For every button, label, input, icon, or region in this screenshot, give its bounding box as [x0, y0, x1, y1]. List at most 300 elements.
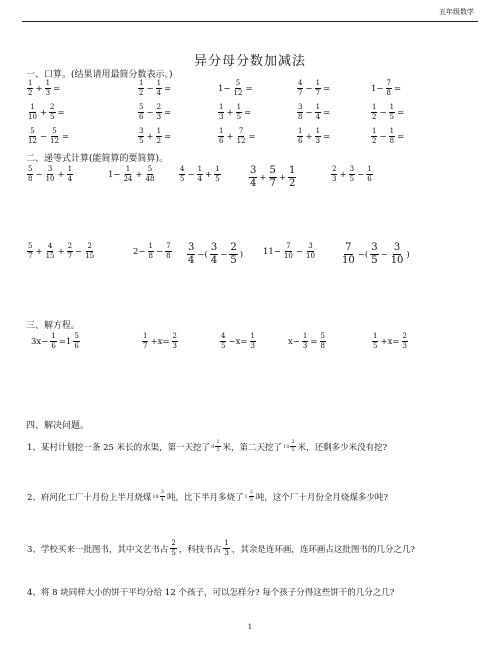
numerator: 3	[210, 242, 218, 253]
numerator: 1	[315, 79, 321, 87]
numerator: 7	[286, 242, 291, 250]
denominator: 6	[51, 342, 56, 350]
fraction	[27, 128, 38, 145]
operator: 3x−	[31, 336, 49, 347]
numerator: 3	[298, 103, 303, 111]
mixed-number	[211, 440, 221, 453]
denominator: 12	[236, 137, 246, 145]
fraction	[218, 104, 224, 121]
operator: 2−	[133, 246, 146, 257]
denominator: 5	[291, 447, 295, 453]
fraction	[236, 128, 247, 145]
denominator: 8	[389, 137, 395, 145]
operator: −	[156, 246, 164, 257]
fraction	[372, 333, 378, 350]
operator: −	[305, 83, 313, 94]
oral-exercise	[137, 104, 172, 121]
step-calculation	[132, 243, 173, 260]
denominator: 8	[166, 252, 171, 260]
operator: =	[164, 83, 172, 94]
denominator: 7	[67, 252, 73, 260]
numerator: 4	[180, 165, 185, 173]
fraction	[27, 80, 33, 97]
numerator: 3	[188, 242, 195, 253]
denominator: 8	[28, 175, 33, 183]
operator: +	[35, 246, 43, 257]
section2-heading: 二、递等式计算(能简算的要简算)。	[26, 154, 169, 164]
denominator: 5	[230, 255, 237, 266]
operator: 1−	[218, 83, 231, 94]
denominator: 5	[349, 175, 355, 183]
denominator: 5	[371, 255, 378, 266]
numerator: 3	[160, 489, 164, 495]
operator: −	[146, 107, 154, 118]
denominator: 4	[67, 175, 73, 183]
operator: −	[379, 131, 387, 142]
fraction	[67, 166, 73, 183]
denominator: 3	[332, 175, 337, 183]
fraction	[187, 243, 195, 266]
numerator: 1	[148, 242, 153, 250]
denominator: 5	[236, 113, 242, 121]
operator: =	[397, 131, 405, 142]
operator: 1−	[108, 169, 121, 180]
denominator: 8	[148, 252, 153, 260]
fraction	[27, 104, 38, 121]
word-problem	[26, 440, 388, 453]
numerator: 1	[216, 439, 220, 445]
fraction	[331, 166, 337, 183]
step-calculation	[26, 243, 96, 260]
denominator: 10	[283, 252, 293, 260]
fraction	[389, 128, 395, 145]
oral-exercise	[370, 104, 405, 121]
fraction	[67, 243, 73, 260]
operator: 1、某村计划挖一条 25 米长的水渠，第一天挖了	[27, 442, 211, 453]
fraction	[138, 104, 144, 121]
oral-exercise	[26, 104, 66, 121]
denominator: 3	[402, 342, 407, 350]
numerator: 1	[367, 165, 372, 173]
fraction	[315, 80, 321, 97]
step-calculation	[26, 166, 74, 183]
section3-heading: 三、解方程。	[26, 321, 81, 331]
operator: )	[406, 249, 410, 260]
operator: +	[226, 131, 234, 142]
fraction	[220, 333, 226, 350]
whole-part: 10	[283, 443, 290, 450]
numerator: 1	[30, 103, 35, 111]
mixed-number	[245, 490, 255, 503]
numerator: 5	[320, 332, 325, 340]
operator: =	[245, 83, 253, 94]
fraction	[297, 104, 303, 121]
oral-exercise	[296, 104, 331, 121]
numerator: 5	[269, 165, 276, 176]
numerator: 3	[47, 165, 53, 173]
operator: =	[164, 107, 172, 118]
operator: +	[35, 83, 43, 94]
denominator: 4	[210, 255, 218, 266]
numerator: 1	[224, 539, 229, 547]
denominator: 3	[172, 342, 177, 350]
operator: −	[146, 83, 154, 94]
section4-heading: 四、解决问题。	[26, 421, 90, 431]
operator: 3、学校买来一批图书，其中文艺书占	[27, 544, 169, 555]
operator: =1	[58, 336, 72, 347]
operator: −	[39, 131, 48, 142]
operator: 4、将 8 块同样大小的饼干平均分给 12 个孩子，可以怎样分? 每个孩子分得这些饼干的几分之几?	[27, 588, 395, 598]
denominator: 24	[123, 175, 133, 183]
denominator: 10	[306, 252, 315, 260]
fraction	[49, 104, 55, 121]
fraction	[305, 243, 316, 260]
denominator: 4	[188, 255, 195, 266]
numerator: 2	[332, 165, 337, 173]
fraction	[302, 333, 308, 350]
fraction	[156, 104, 162, 121]
fraction	[371, 104, 377, 121]
operator: =	[323, 107, 331, 118]
denominator: 4	[250, 178, 257, 189]
fraction	[156, 128, 162, 145]
numerator: 2	[67, 242, 73, 250]
fraction	[170, 540, 176, 557]
numerator: 3	[291, 439, 295, 445]
fraction	[290, 440, 295, 453]
numerator: 5	[147, 165, 153, 173]
fraction	[148, 243, 154, 260]
oral-exercise	[370, 128, 405, 145]
numerator: 5	[74, 332, 79, 340]
fraction	[45, 243, 56, 260]
fraction	[49, 128, 60, 145]
step-calculation	[178, 166, 222, 183]
numerator: 1	[315, 103, 321, 111]
denominator: 7	[143, 342, 148, 350]
operator: +	[226, 107, 234, 118]
operator: +	[339, 169, 347, 180]
denominator: 7	[315, 89, 321, 97]
denominator: 8	[320, 342, 325, 350]
operator: +x=	[150, 336, 170, 347]
numerator: 5	[28, 242, 33, 250]
operator: −	[187, 169, 195, 180]
equation	[287, 333, 327, 350]
numerator: 2	[50, 103, 55, 111]
numerator: 1	[315, 127, 321, 135]
numerator: 2	[230, 242, 237, 253]
fraction	[371, 128, 377, 145]
operator: −	[380, 249, 388, 260]
step-calculation	[262, 243, 317, 260]
numerator: 3	[250, 165, 257, 176]
operator: +	[146, 131, 154, 142]
denominator: 8	[298, 113, 303, 121]
operator: 米，第二天挖了	[222, 442, 283, 453]
oral-exercise	[137, 128, 172, 145]
fraction	[390, 243, 405, 266]
step-calculation	[330, 166, 374, 183]
fraction	[142, 333, 148, 350]
header-rule	[22, 21, 478, 22]
operator: =	[57, 107, 65, 118]
denominator: 15	[45, 252, 55, 260]
denominator: 12	[50, 137, 59, 145]
fraction	[218, 128, 224, 145]
numerator: 4	[47, 242, 53, 250]
numerator: 1	[219, 127, 224, 135]
operator: =	[164, 131, 172, 142]
numerator: 4	[221, 332, 226, 340]
equation	[371, 333, 409, 350]
fraction	[315, 128, 321, 145]
denominator: 48	[145, 175, 155, 183]
operator: +x=	[380, 336, 400, 347]
denominator: 4	[315, 113, 321, 121]
fraction	[138, 80, 144, 97]
fraction	[402, 333, 408, 350]
operator: −x=	[228, 336, 248, 347]
fraction	[27, 243, 33, 260]
denominator: 15	[85, 252, 95, 260]
fraction	[45, 80, 51, 97]
denominator: 3	[45, 89, 51, 97]
operator: +	[259, 172, 267, 183]
operator: 米，还剩多少米没有挖?	[297, 442, 388, 453]
numerator: 1	[250, 332, 255, 340]
denominator: 5	[221, 342, 226, 350]
fraction	[288, 166, 296, 189]
numerator: 1	[302, 332, 308, 340]
fraction	[214, 166, 220, 183]
denominator: 7	[28, 252, 33, 260]
operator: −	[220, 249, 228, 260]
section1-heading: 一、口算。(结果请用最简分数表示。)	[26, 70, 173, 80]
operator: 1−	[371, 83, 384, 94]
denominator: 3	[156, 113, 162, 121]
step-calculation	[186, 243, 244, 266]
fraction	[297, 128, 303, 145]
fraction	[236, 104, 242, 121]
denominator: 10	[342, 255, 355, 266]
denominator: 5	[249, 497, 253, 503]
operator: =	[61, 131, 70, 142]
denominator: 6	[219, 137, 224, 145]
operator: −	[75, 246, 83, 257]
fraction	[197, 166, 203, 183]
operator: =	[310, 336, 318, 347]
operator: +	[39, 107, 48, 118]
denominator: 5	[50, 113, 55, 121]
numerator: 5	[52, 127, 57, 135]
fraction	[297, 80, 303, 97]
operator: x−	[288, 336, 300, 347]
fraction	[249, 166, 257, 189]
denominator: 3	[315, 137, 321, 145]
denominator: 10	[28, 113, 37, 121]
denominator: 10	[390, 255, 404, 266]
fraction	[165, 243, 171, 260]
operator: −	[305, 107, 313, 118]
word-problem	[26, 490, 389, 503]
numerator: 7	[166, 242, 171, 250]
numerator: 1	[125, 165, 131, 173]
denominator: 6	[367, 175, 372, 183]
operator: −	[295, 246, 303, 257]
fraction	[123, 166, 134, 183]
whole-part: 8	[211, 443, 215, 450]
word-problem	[26, 540, 416, 557]
denominator: 8	[386, 89, 391, 97]
denominator: 3	[250, 342, 255, 350]
numerator: 1	[51, 332, 56, 340]
denominator: 7	[269, 178, 276, 189]
denominator: 5	[180, 175, 185, 183]
operator: −(	[197, 249, 208, 260]
numerator: 7	[386, 79, 391, 87]
numerator: 2	[171, 539, 176, 547]
numerator: 1	[373, 332, 378, 340]
operator: =	[323, 83, 331, 94]
oral-exercise	[137, 80, 172, 97]
fraction	[210, 243, 218, 266]
numerator: 5	[30, 127, 35, 135]
fraction	[50, 333, 56, 350]
operator: −	[379, 107, 387, 118]
denominator: 3	[302, 342, 308, 350]
fraction	[233, 80, 244, 97]
numerator: 2	[172, 332, 177, 340]
operator: =	[244, 107, 252, 118]
fraction	[229, 243, 237, 266]
step-calculation	[248, 166, 297, 189]
operator: −	[35, 169, 43, 180]
denominator: 5	[373, 342, 378, 350]
operator: =	[323, 131, 331, 142]
numerator: 1	[389, 103, 395, 111]
denominator: 7	[298, 89, 303, 97]
fraction	[249, 490, 254, 503]
oral-exercise	[26, 80, 61, 97]
operator: =	[248, 131, 256, 142]
oral-exercise	[217, 128, 257, 145]
fraction	[215, 440, 220, 453]
denominator: 4	[197, 175, 203, 183]
oral-exercise	[296, 80, 331, 97]
mixed-number	[152, 490, 166, 503]
denominator: 4	[160, 497, 164, 503]
operator: =	[397, 107, 405, 118]
numerator: 1	[45, 79, 51, 87]
operator: +	[57, 246, 65, 257]
denominator: 2	[28, 89, 33, 97]
operator: +	[57, 169, 65, 180]
fraction	[341, 243, 356, 266]
equation	[30, 333, 81, 350]
numerator: 3	[139, 127, 144, 135]
whole-part: 1	[244, 493, 248, 500]
fraction	[138, 128, 144, 145]
numerator: 1	[28, 79, 33, 87]
fraction	[45, 166, 56, 183]
fraction	[283, 243, 294, 260]
denominator: 5	[216, 447, 220, 453]
equation	[141, 333, 179, 350]
denominator: 3	[224, 549, 229, 557]
numerator: 1	[372, 127, 377, 135]
operator: 吨，比下半月多烧了	[166, 492, 244, 503]
page-title: 异分母分数加减法	[193, 54, 306, 69]
numerator: 2	[249, 489, 253, 495]
fraction	[223, 540, 229, 557]
numerator: 1	[156, 127, 162, 135]
operator: ，其余是连环画，连环画占这批图书的几分之几?	[231, 544, 415, 555]
fraction	[179, 166, 185, 183]
operator: 2、府河化工厂十月份上半月烧煤	[27, 492, 152, 503]
denominator: 6	[298, 137, 303, 145]
numerator: 1	[372, 103, 377, 111]
denominator: 6	[139, 113, 144, 121]
numerator: 5	[139, 103, 144, 111]
numerator: 1	[156, 79, 162, 87]
denominator: 12	[233, 89, 243, 97]
fraction	[366, 166, 372, 183]
numerator: 2	[87, 242, 92, 250]
numerator: 1	[389, 127, 395, 135]
numerator: 5	[235, 79, 241, 87]
numerator: 1	[298, 127, 303, 135]
numerator: 1	[143, 332, 148, 340]
operator: =	[394, 83, 402, 94]
denominator: 12	[28, 137, 37, 145]
fraction	[145, 166, 156, 183]
fraction	[370, 243, 378, 266]
operator: +	[305, 131, 313, 142]
equation	[219, 333, 257, 350]
fraction	[349, 166, 355, 183]
denominator: 2	[289, 178, 296, 189]
operator: −	[357, 169, 365, 180]
word-problem	[26, 586, 395, 598]
numerator: 1	[197, 165, 203, 173]
fraction	[73, 333, 79, 350]
fraction	[389, 104, 395, 121]
fraction	[27, 166, 33, 183]
oral-exercise	[217, 104, 252, 121]
numerator: 1	[289, 165, 296, 176]
numerator: 1	[236, 103, 242, 111]
denominator: 3	[219, 113, 224, 121]
operator: )	[239, 249, 244, 260]
fraction	[386, 80, 392, 97]
denominator: 2	[372, 137, 377, 145]
numerator: 3	[308, 242, 313, 250]
numerator: 2	[156, 103, 162, 111]
numerator: 5	[28, 165, 33, 173]
numerator: 1	[215, 165, 220, 173]
operator: 吨，这个厂十月份全月烧煤多少吨?	[255, 492, 388, 503]
numerator: 3	[371, 242, 378, 253]
numerator: 3	[393, 242, 401, 253]
denominator: 2	[156, 137, 162, 145]
denominator: 5	[139, 137, 144, 145]
fraction	[269, 166, 277, 189]
operator: +	[205, 169, 213, 180]
denominator: 2	[372, 113, 377, 121]
numerator: 4	[298, 79, 303, 87]
mixed-number	[283, 440, 297, 453]
